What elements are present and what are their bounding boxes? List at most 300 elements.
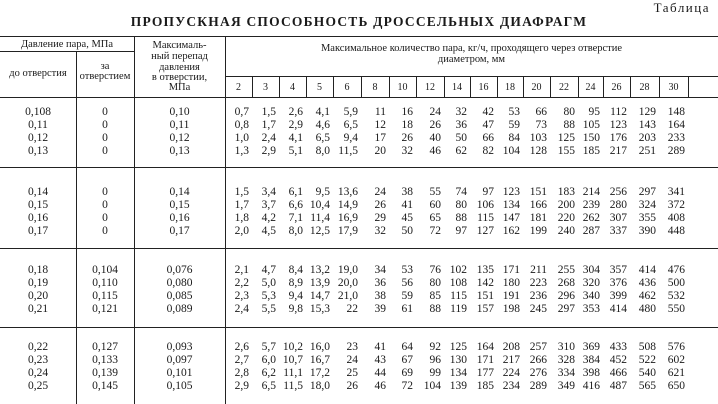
pressure-before-cell: 0,14 [27,186,49,198]
steam-flow-cell: 62 [455,145,467,157]
steam-flow-cell: 540 [638,367,656,379]
pressure-after-cell: 0,115 [92,290,118,302]
steam-flow-cell: 105 [582,119,600,131]
steam-flow-cell: 24 [429,106,441,118]
steam-flow-cell: 217 [502,354,520,366]
steam-flow-cell: 10,4 [309,199,330,211]
steam-flow-cell: 106 [476,199,494,211]
max-drop-cell: 0,16 [169,212,190,224]
diameter-label: 18 [505,82,515,93]
steam-flow-cell: 220 [557,212,575,224]
steam-flow-cell: 26 [346,380,358,392]
steam-flow-cell: 200 [557,199,575,211]
diameter-label: 4 [290,82,295,93]
steam-flow-cell: 8,4 [288,264,303,276]
steam-flow-cell: 102 [449,264,467,276]
steam-flow-cell: 42 [482,106,494,118]
group-separator [0,248,718,249]
steam-flow-cell: 85 [429,290,441,302]
steam-flow-cell: 324 [638,199,656,211]
steam-flow-cell: 8,9 [288,277,303,289]
header-max-steam-1: Максимальное количество пара, кг/ч, проходящего через отверстие [320,43,623,54]
steam-flow-cell: 7,1 [288,212,303,224]
steam-flow-cell: 151 [476,290,494,302]
pressure-after-cell: 0 [102,145,108,157]
steam-flow-cell: 16 [401,106,413,118]
steam-flow-cell: 9,4 [288,290,303,302]
steam-flow-cell: 123 [609,119,627,131]
steam-flow-cell: 621 [667,367,685,379]
steam-flow-cell: 320 [582,277,600,289]
steam-flow-cell: 67 [401,354,413,366]
steam-flow-cell: 369 [582,341,600,353]
steam-flow-cell: 39 [374,303,386,315]
steam-flow-cell: 26 [374,199,386,211]
steam-flow-cell: 72 [401,380,413,392]
steam-flow-cell: 433 [609,341,627,353]
pressure-before-cell: 0,18 [27,264,49,276]
steam-flow-cell: 376 [609,277,627,289]
steam-flow-cell: 59 [508,119,520,131]
steam-flow-cell: 2,8 [234,367,249,379]
steam-flow-cell: 44 [374,367,386,379]
diameter-label: 16 [478,82,489,93]
steam-flow-cell: 2,7 [234,354,249,366]
pressure-before-cell: 0,13 [27,145,49,157]
steam-flow-cell: 125 [557,132,575,144]
steam-flow-cell: 40 [429,132,441,144]
steam-flow-cell: 103 [529,132,547,144]
steam-flow-cell: 8,0 [288,225,303,237]
steam-flow-cell: 199 [529,225,547,237]
pressure-after-cell: 0 [102,212,108,224]
steam-flow-cell: 41 [401,199,413,211]
steam-flow-cell: 21,0 [337,290,358,302]
steam-flow-cell: 399 [609,290,627,302]
steam-flow-cell: 150 [582,132,600,144]
pressure-before-cell: 0,15 [27,199,49,211]
steam-flow-cell: 185 [476,380,494,392]
steam-flow-cell: 296 [557,290,575,302]
steam-flow-cell: 1,5 [234,186,249,198]
steam-flow-cell: 2,4 [234,303,249,315]
steam-flow-cell: 115 [477,212,494,224]
steam-flow-cell: 177 [476,367,494,379]
diameter-label: 2 [236,82,241,93]
steam-flow-cell: 24 [374,186,386,198]
steam-flow-cell: 268 [557,277,575,289]
steam-flow-cell: 183 [557,186,575,198]
steam-flow-cell: 14,9 [337,199,358,211]
steam-flow-cell: 180 [502,277,520,289]
steam-flow-cell: 134 [449,367,467,379]
steam-flow-cell: 266 [529,354,547,366]
steam-flow-cell: 5,3 [261,290,276,302]
steam-flow-cell: 108 [449,277,467,289]
steam-flow-cell: 5,1 [288,145,303,157]
steam-flow-cell: 191 [502,290,520,302]
pressure-before-cell: 0,17 [27,225,49,237]
steam-flow-cell: 1,8 [234,212,249,224]
steam-flow-cell: 203 [638,132,656,144]
group-separator [0,167,718,168]
header-drop-4: в отверстии, [151,72,208,83]
diameter-label: 8 [372,82,378,93]
steam-flow-cell: 0,8 [234,119,249,131]
pressure-after-cell: 0,121 [92,303,118,315]
steam-flow-cell: 97 [482,186,494,198]
steam-flow-cell: 508 [638,341,656,353]
pressure-after-cell: 0,133 [92,354,118,366]
max-drop-cell: 0,17 [169,225,190,237]
steam-flow-cell: 59 [401,290,413,302]
steam-flow-cell: 97 [455,225,467,237]
max-drop-cell: 0,105 [166,380,193,392]
steam-flow-cell: 4,6 [315,119,330,131]
pressure-before-cell: 0,12 [27,132,49,144]
steam-flow-cell: 55 [429,186,441,198]
pressure-before-cell: 0,24 [27,367,49,379]
steam-flow-cell: 15,3 [309,303,330,315]
steam-flow-cell: 251 [638,145,656,157]
steam-flow-cell: 576 [667,341,685,353]
steam-flow-cell: 245 [529,303,547,315]
steam-flow-cell: 214 [582,186,600,198]
steam-flow-cell: 3,7 [261,199,276,211]
steam-flow-cell: 13,2 [309,264,330,276]
steam-flow-cell: 17,9 [337,225,358,237]
steam-flow-cell: 164 [667,119,685,131]
pressure-after-cell: 0 [102,132,108,144]
steam-flow-cell: 36 [374,277,386,289]
steam-flow-cell: 148 [667,106,685,118]
steam-flow-cell: 18 [401,119,413,131]
max-drop-cell: 0,085 [166,290,193,302]
max-drop-cell: 0,101 [166,367,193,379]
steam-flow-cell: 112 [610,106,627,118]
max-drop-cell: 0,15 [169,199,190,211]
steam-flow-cell: 328 [557,354,575,366]
diameter-label: 12 [425,82,435,93]
steam-flow-cell: 127 [476,225,494,237]
steam-flow-cell: 234 [502,380,520,392]
max-drop-cell: 0,13 [169,145,190,157]
steam-flow-cell: 6,1 [288,186,303,198]
steam-flow-cell: 92 [429,341,441,353]
steam-flow-cell: 208 [502,341,520,353]
steam-flow-cell: 130 [449,354,467,366]
pressure-after-cell: 0 [102,106,108,118]
steam-flow-cell: 4,5 [261,225,276,237]
steam-flow-cell: 297 [557,303,575,315]
steam-flow-cell: 5,5 [261,303,276,315]
steam-flow-cell: 262 [582,212,600,224]
steam-flow-cell: 176 [609,132,627,144]
steam-flow-cell: 36 [455,119,467,131]
steam-flow-cell: 50 [455,132,467,144]
steam-flow-cell: 4,1 [315,106,330,118]
steam-flow-cell: 4,2 [261,212,276,224]
header-pressure: Давление пара, МПа [20,39,114,50]
steam-flow-cell: 53 [508,106,520,118]
steam-flow-cell: 4,7 [261,264,276,276]
max-drop-cell: 0,097 [166,354,193,366]
steam-flow-cell: 88 [429,303,441,315]
steam-flow-cell: 340 [582,290,600,302]
steam-flow-cell: 487 [609,380,627,392]
header-top-rule [0,36,718,37]
steam-flow-cell: 341 [667,186,685,198]
steam-flow-cell: 2,9 [288,119,303,131]
pressure-after-cell: 0,104 [92,264,118,276]
steam-flow-cell: 2,9 [261,145,276,157]
steam-flow-cell: 287 [582,225,600,237]
header-drop-3: давления [159,62,200,73]
steam-flow-cell: 12 [374,119,386,131]
steam-flow-cell: 550 [667,303,685,315]
max-drop-cell: 0,11 [169,119,190,131]
pressure-before-cell: 0,16 [27,212,49,224]
pressure-before-cell: 0,21 [27,303,49,315]
steam-flow-cell: 276 [529,367,547,379]
steam-flow-cell: 104 [502,145,520,157]
steam-flow-cell: 72 [429,225,441,237]
steam-flow-cell: 448 [667,225,685,237]
steam-flow-cell: 119 [450,303,467,315]
steam-flow-cell: 41 [374,341,386,353]
steam-flow-cell: 1,7 [261,119,276,131]
steam-flow-cell: 4,1 [288,132,303,144]
steam-flow-cell: 1,5 [261,106,276,118]
steam-flow-cell: 80 [429,277,441,289]
steam-flow-cell: 414 [638,264,656,276]
steam-flow-cell: 34 [374,264,386,276]
steam-flow-cell: 307 [609,212,627,224]
steam-flow-cell: 73 [535,119,547,131]
steam-flow-cell: 9,5 [315,186,330,198]
header-drop-1: Максималь- [152,40,207,51]
steam-flow-cell: 50 [401,225,413,237]
steam-flow-cell: 337 [609,225,627,237]
steam-flow-cell: 123 [502,186,520,198]
header-after-2: отверстием [79,71,131,82]
steam-flow-cell: 5,9 [343,106,358,118]
steam-flow-cell: 80 [563,106,575,118]
steam-flow-cell: 69 [401,367,413,379]
steam-flow-cell: 522 [638,354,656,366]
steam-flow-cell: 151 [529,186,547,198]
steam-flow-cell: 289 [667,145,685,157]
diameter-label: 5 [317,82,322,93]
steam-flow-cell: 217 [609,145,627,157]
steam-flow-cell: 384 [582,354,600,366]
diameter-label: 26 [611,82,622,93]
steam-flow-cell: 5,7 [261,341,276,353]
steam-flow-cell: 414 [609,303,627,315]
steam-flow-cell: 398 [582,367,600,379]
steam-flow-cell: 11,1 [283,367,303,379]
steam-flow-cell: 13,9 [309,277,330,289]
steam-flow-cell: 29 [374,212,386,224]
header-before: до отверстия [9,68,67,79]
steam-flow-cell: 157 [476,303,494,315]
steam-flow-cell: 289 [529,380,547,392]
max-drop-cell: 0,10 [169,106,190,118]
steam-flow-cell: 82 [482,145,494,157]
steam-flow-cell: 181 [529,212,547,224]
steam-flow-cell: 224 [502,367,520,379]
header-drop-5: МПа [168,82,191,93]
pressure-before-cell: 0,108 [25,106,51,118]
max-drop-cell: 0,093 [166,341,193,353]
pressure-before-cell: 0,22 [27,341,49,353]
pressure-after-cell: 0 [102,199,108,211]
header-max-steam-2: диаметром, мм [437,54,506,65]
pressure-before-cell: 0,25 [27,380,49,392]
diameter-column-rule [688,76,689,97]
steam-flow-cell: 162 [502,225,520,237]
max-drop-cell: 0,12 [169,132,190,144]
header-bottom-rule [0,97,718,98]
steam-flow-cell: 88 [455,212,467,224]
header-after-1: за [100,61,110,72]
steam-flow-cell: 24 [346,354,358,366]
steam-flow-cell: 16,0 [309,341,330,353]
steam-flow-cell: 466 [609,367,627,379]
steam-flow-cell: 185 [582,145,600,157]
diameter-label: 30 [668,82,679,93]
steam-flow-cell: 61 [401,303,413,315]
steam-flow-cell: 6,6 [288,199,303,211]
steam-flow-cell: 65 [429,212,441,224]
steam-flow-cell: 53 [401,264,413,276]
steam-flow-cell: 104 [423,380,441,392]
steam-flow-cell: 134 [502,199,520,211]
steam-flow-cell: 38 [401,186,413,198]
steam-flow-cell: 10,2 [282,341,303,353]
steam-flow-cell: 171 [502,264,520,276]
steam-flow-cell: 16,7 [309,354,330,366]
steam-flow-cell: 46 [429,145,441,157]
max-drop-cell: 0,089 [166,303,193,315]
steam-flow-cell: 5,0 [261,277,276,289]
steam-flow-cell: 223 [529,277,547,289]
steam-flow-cell: 408 [667,212,685,224]
steam-flow-cell: 236 [529,290,547,302]
steam-flow-cell: 532 [667,290,685,302]
diameter-label: 10 [397,82,408,93]
group-separator [0,327,718,328]
steam-flow-cell: 2,9 [234,380,249,392]
steam-flow-cell: 32 [374,225,386,237]
steam-flow-cell: 6,0 [261,354,276,366]
steam-flow-cell: 6,2 [261,367,276,379]
steam-flow-cell: 500 [667,277,685,289]
steam-flow-cell: 16,9 [337,212,358,224]
steam-flow-cell: 125 [449,341,467,353]
max-drop-cell: 0,080 [166,277,193,289]
diameter-label: 28 [639,82,650,93]
table-title: ПРОПУСКНАЯ СПОСОБНОСТЬ ДРОССЕЛЬНЫХ ДИАФРАГМ [130,14,588,29]
steam-flow-cell: 10,7 [282,354,303,366]
steam-flow-cell: 349 [557,380,575,392]
steam-flow-cell: 166 [529,199,547,211]
table-label: Таблица [653,0,710,15]
steam-flow-cell: 2,3 [234,290,249,302]
steam-flow-cell: 9,4 [343,132,358,144]
steam-flow-cell: 80 [455,199,467,211]
pressure-after-cell: 0,127 [92,341,118,353]
steam-flow-cell: 6,5 [261,380,276,392]
pressure-before-cell: 0,19 [27,277,49,289]
steam-flow-cell: 84 [508,132,520,144]
steam-flow-cell: 602 [667,354,685,366]
header-drop-2: ный перепад [151,51,208,62]
steam-flow-cell: 2,1 [234,264,249,276]
steam-flow-cell: 128 [529,145,547,157]
steam-flow-cell: 46 [374,380,386,392]
steam-flow-cell: 476 [667,264,685,276]
steam-flow-cell: 20,0 [337,277,358,289]
steam-flow-cell: 43 [374,354,386,366]
steam-flow-cell: 353 [582,303,600,315]
steam-flow-cell: 155 [557,145,575,157]
steam-flow-cell: 480 [638,303,656,315]
steam-flow-cell: 257 [529,341,547,353]
steam-flow-cell: 143 [638,119,656,131]
steam-flow-cell: 142 [476,277,494,289]
steam-flow-cell: 11,5 [338,145,358,157]
steam-flow-cell: 650 [667,380,685,392]
steam-flow-cell: 45 [401,212,413,224]
steam-flow-cell: 2,0 [234,225,249,237]
steam-flow-cell: 256 [609,186,627,198]
steam-flow-cell: 56 [401,277,413,289]
steam-flow-cell: 462 [638,290,656,302]
steam-flow-cell: 76 [429,264,441,276]
steam-flow-cell: 18,0 [309,380,330,392]
steam-flow-cell: 372 [667,199,685,211]
steam-flow-cell: 171 [476,354,494,366]
steam-flow-cell: 74 [455,186,467,198]
steam-flow-cell: 115 [450,290,467,302]
steam-flow-cell: 310 [557,341,575,353]
diameter-label: 22 [559,82,569,93]
steam-flow-cell: 436 [638,277,656,289]
steam-flow-cell: 233 [667,132,685,144]
pressure-after-cell: 0,145 [92,380,118,392]
subheader-rule-left [0,51,134,52]
steam-flow-cell: 14,7 [309,290,330,302]
steam-flow-cell: 135 [476,264,494,276]
steam-flow-cell: 64 [401,341,413,353]
steam-flow-cell: 240 [557,225,575,237]
steam-flow-cell: 139 [449,380,467,392]
steam-flow-cell: 1,3 [234,145,249,157]
steam-flow-cell: 304 [582,264,600,276]
pressure-before-cell: 0,23 [27,354,49,366]
steam-flow-cell: 147 [502,212,520,224]
steam-flow-cell: 6,5 [315,132,330,144]
steam-flow-cell: 198 [502,303,520,315]
steam-flow-cell: 11,4 [310,212,330,224]
steam-flow-cell: 297 [638,186,656,198]
steam-flow-cell: 96 [429,354,441,366]
steam-flow-cell: 32 [401,145,413,157]
steam-flow-cell: 3,4 [261,186,276,198]
steam-flow-cell: 95 [588,106,600,118]
steam-flow-cell: 19,0 [337,264,358,276]
